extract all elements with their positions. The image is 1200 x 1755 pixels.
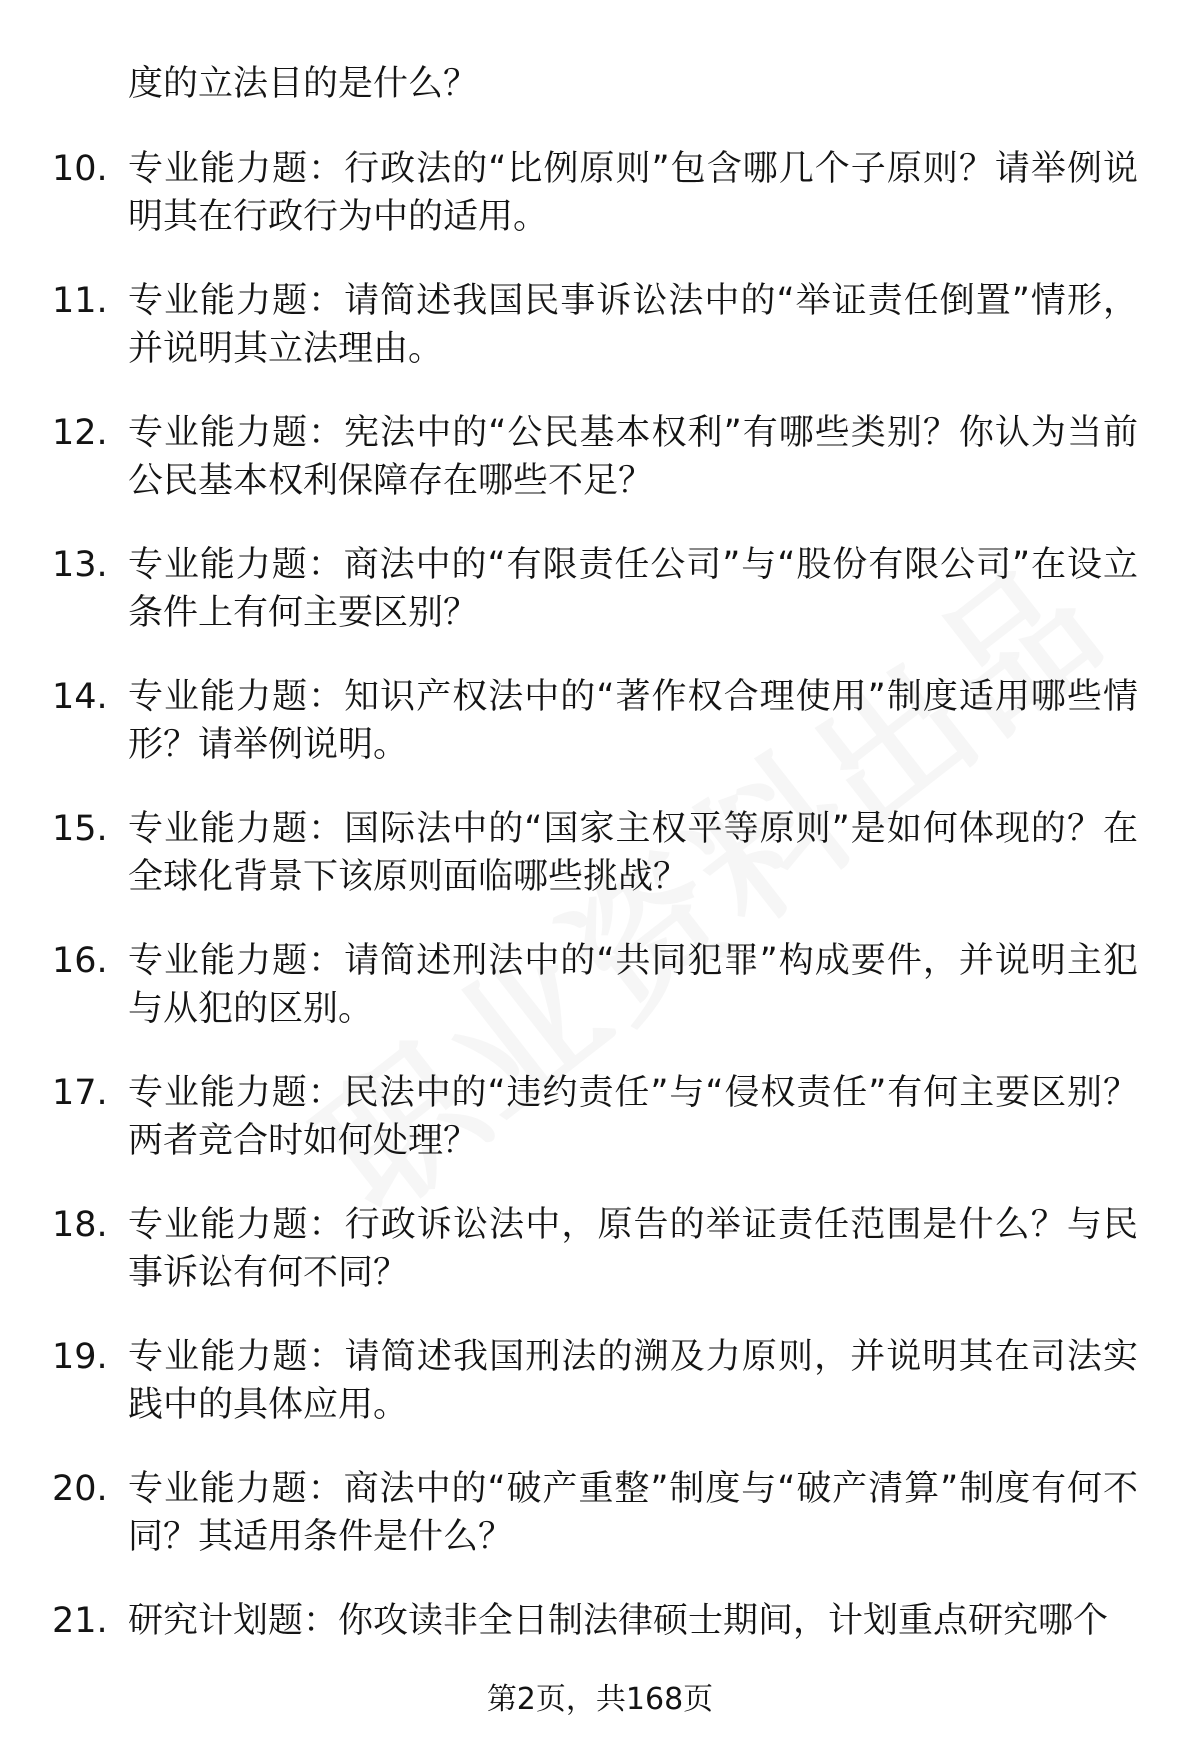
question-text: 专业能力题：行政诉讼法中，原告的举证责任范围是什么？与民事诉讼有何不同？ bbox=[128, 1205, 1138, 1293]
question-text: 专业能力题：民法中的“违约责任”与“侵权责任”有何主要区别？两者竞合时如何处理？ bbox=[128, 1073, 1138, 1161]
question-number: 13. bbox=[52, 545, 108, 585]
question-number: 18. bbox=[52, 1205, 108, 1245]
question-text: 专业能力题：宪法中的“公民基本权利”有哪些类别？你认为当前公民基本权利保障存在哪些不足？ bbox=[128, 413, 1138, 501]
question-item bbox=[0, 541, 1200, 673]
question-number: 10. bbox=[52, 149, 108, 189]
question-text: 专业能力题：行政法的“比例原则”包含哪几个子原则？请举例说明其在行政行为中的适用。 bbox=[128, 149, 1138, 237]
question-item bbox=[0, 409, 1200, 541]
question-item bbox=[0, 1465, 1200, 1597]
question-text: 专业能力题：商法中的“破产重整”制度与“破产清算”制度有何不同？其适用条件是什么？ bbox=[128, 1469, 1138, 1557]
question-item bbox=[0, 1069, 1200, 1201]
question-item bbox=[0, 145, 1200, 277]
question-item bbox=[0, 673, 1200, 805]
page-footer: 第2页，共168页 bbox=[486, 1682, 714, 1717]
question-text: 专业能力题：商法中的“有限责任公司”与“股份有限公司”在设立条件上有何主要区别？ bbox=[128, 545, 1138, 633]
question-item bbox=[0, 1201, 1200, 1333]
question-text: 专业能力题：请简述我国刑法的溯及力原则，并说明其在司法实践中的具体应用。 bbox=[128, 1337, 1138, 1425]
question-number: 21. bbox=[52, 1601, 108, 1641]
question-list bbox=[0, 145, 1200, 1729]
question-number: 14. bbox=[52, 677, 108, 717]
question-number: 17. bbox=[52, 1073, 108, 1113]
question-number: 16. bbox=[52, 941, 108, 981]
question-number: 19. bbox=[52, 1337, 108, 1377]
question-item bbox=[0, 805, 1200, 937]
question-text: 专业能力题：请简述刑法中的“共同犯罪”构成要件，并说明主犯与从犯的区别。 bbox=[128, 941, 1138, 1029]
continuation-text: 度的立法目的是什么？ bbox=[128, 64, 479, 104]
question-text: 研究计划题：你攻读非全日制法律硕士期间，计划重点研究哪个 bbox=[128, 1601, 1109, 1641]
question-number: 12. bbox=[52, 413, 108, 453]
question-number: 20. bbox=[52, 1469, 108, 1509]
question-number: 15. bbox=[52, 809, 108, 849]
question-item bbox=[0, 937, 1200, 1069]
question-text: 专业能力题：知识产权法中的“著作权合理使用”制度适用哪些情形？请举例说明。 bbox=[128, 677, 1138, 765]
question-text: 专业能力题：请简述我国民事诉讼法中的“举证责任倒置”情形，并说明其立法理由。 bbox=[128, 281, 1138, 369]
question-item bbox=[0, 1333, 1200, 1465]
question-item bbox=[0, 277, 1200, 409]
question-number: 11. bbox=[52, 281, 108, 321]
question-text: 专业能力题：国际法中的“国家主权平等原则”是如何体现的？在全球化背景下该原则面临哪些挑战？ bbox=[128, 809, 1138, 897]
